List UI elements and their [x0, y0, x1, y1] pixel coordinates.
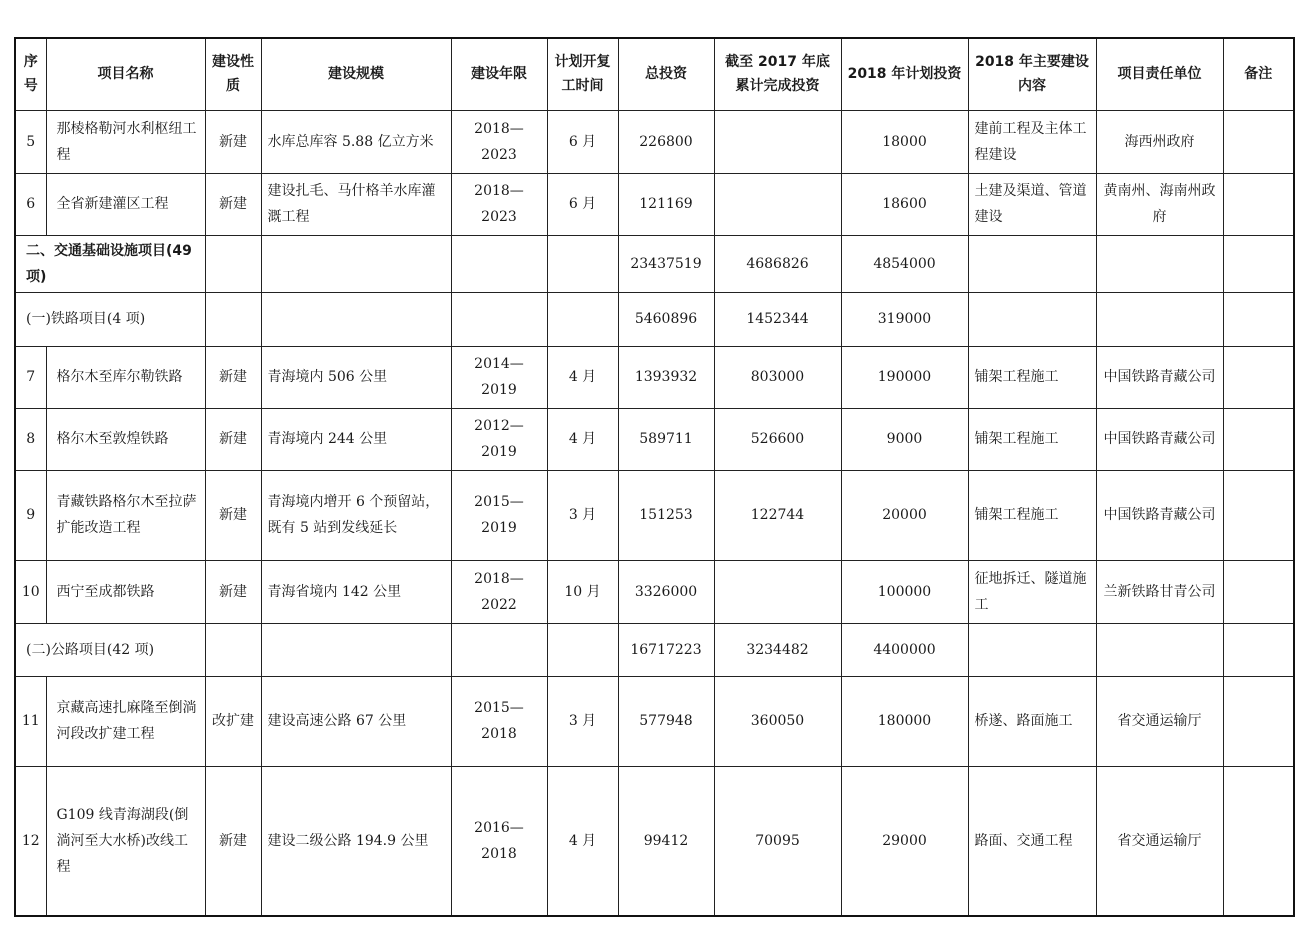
row-seq: 9 — [15, 470, 46, 560]
section-row — [15, 623, 1294, 676]
row-seq: 12 — [15, 766, 46, 916]
section-label: (一)铁路项目(4 项) — [15, 292, 205, 346]
row-plan-2018: 190000 — [841, 346, 968, 408]
row-content-2018: 路面、交通工程 — [968, 766, 1096, 916]
section-cumulative-investment: 4686826 — [714, 235, 841, 292]
header-name: 项目名称 — [46, 38, 205, 110]
header-remark: 备注 — [1223, 38, 1294, 110]
row-content-2018: 铺架工程施工 — [968, 408, 1096, 470]
row-cumulative-investment — [714, 110, 841, 173]
row-project-name: 格尔木至敦煌铁路 — [46, 408, 205, 470]
header-resume-time: 计划开复工时间 — [547, 38, 618, 110]
row-plan-2018: 20000 — [841, 470, 968, 560]
row-responsible-unit: 兰新铁路甘青公司 — [1096, 560, 1223, 623]
row-remark — [1223, 110, 1294, 173]
section-empty-cell — [451, 292, 547, 346]
row-scale: 青海境内 506 公里 — [261, 346, 451, 408]
row-nature: 新建 — [205, 470, 261, 560]
project-table-container — [14, 37, 1295, 917]
section-empty-cell — [547, 292, 618, 346]
investment-project-table — [14, 37, 1295, 917]
row-content-2018: 桥遂、路面施工 — [968, 676, 1096, 766]
row-nature: 改扩建 — [205, 676, 261, 766]
row-scale: 建设高速公路 67 公里 — [261, 676, 451, 766]
row-project-name: 青藏铁路格尔木至拉萨扩能改造工程 — [46, 470, 205, 560]
row-seq: 10 — [15, 560, 46, 623]
row-total-investment: 226800 — [618, 110, 714, 173]
row-scale: 水库总库容 5.88 亿立方米 — [261, 110, 451, 173]
row-project-name: 西宁至成都铁路 — [46, 560, 205, 623]
row-total-investment: 151253 — [618, 470, 714, 560]
row-resume-time: 3 月 — [547, 676, 618, 766]
row-seq: 8 — [15, 408, 46, 470]
table-row — [15, 676, 1294, 766]
section-total-investment: 16717223 — [618, 623, 714, 676]
row-years: 2016—2018 — [451, 766, 547, 916]
header-responsible-unit: 项目责任单位 — [1096, 38, 1223, 110]
row-resume-time: 4 月 — [547, 408, 618, 470]
row-resume-time: 6 月 — [547, 173, 618, 235]
row-scale: 青海境内增开 6 个预留站，既有 5 站到发线延长 — [261, 470, 451, 560]
section-empty-cell — [1223, 235, 1294, 292]
header-row — [15, 38, 1294, 110]
row-cumulative-investment — [714, 560, 841, 623]
section-empty-cell — [968, 292, 1096, 346]
row-nature: 新建 — [205, 173, 261, 235]
row-seq: 7 — [15, 346, 46, 408]
row-responsible-unit: 省交通运输厅 — [1096, 766, 1223, 916]
row-cumulative-investment — [714, 173, 841, 235]
table-row — [15, 470, 1294, 560]
section-empty-cell — [261, 292, 451, 346]
row-seq: 11 — [15, 676, 46, 766]
table-row — [15, 766, 1294, 916]
row-nature: 新建 — [205, 110, 261, 173]
row-project-name: 京藏高速扎麻隆至倒淌河段改扩建工程 — [46, 676, 205, 766]
row-years: 2014—2019 — [451, 346, 547, 408]
row-project-name: G109 线青海湖段(倒淌河至大水桥)改线工程 — [46, 766, 205, 916]
row-cumulative-investment: 70095 — [714, 766, 841, 916]
row-plan-2018: 180000 — [841, 676, 968, 766]
header-plan-2018: 2018 年计划投资 — [841, 38, 968, 110]
section-plan-2018: 4854000 — [841, 235, 968, 292]
row-resume-time: 6 月 — [547, 110, 618, 173]
row-project-name: 那棱格勒河水利枢纽工程 — [46, 110, 205, 173]
section-empty-cell — [1223, 292, 1294, 346]
row-years: 2018—2022 — [451, 560, 547, 623]
row-remark — [1223, 470, 1294, 560]
section-empty-cell — [451, 623, 547, 676]
section-empty-cell — [968, 623, 1096, 676]
section-label: 二、交通基础设施项目(49 项) — [15, 235, 205, 292]
row-total-investment: 3326000 — [618, 560, 714, 623]
row-resume-time: 3 月 — [547, 470, 618, 560]
row-total-investment: 589711 — [618, 408, 714, 470]
row-project-name: 全省新建灌区工程 — [46, 173, 205, 235]
row-plan-2018: 18000 — [841, 110, 968, 173]
row-cumulative-investment: 122744 — [714, 470, 841, 560]
header-cumulative-investment: 截至 2017 年底累计完成投资 — [714, 38, 841, 110]
row-content-2018: 铺架工程施工 — [968, 346, 1096, 408]
row-nature: 新建 — [205, 560, 261, 623]
row-nature: 新建 — [205, 766, 261, 916]
row-seq: 5 — [15, 110, 46, 173]
row-responsible-unit: 中国铁路青藏公司 — [1096, 408, 1223, 470]
table-row — [15, 346, 1294, 408]
section-row — [15, 235, 1294, 292]
row-total-investment: 99412 — [618, 766, 714, 916]
table-body — [15, 110, 1294, 916]
section-empty-cell — [547, 623, 618, 676]
section-empty-cell — [968, 235, 1096, 292]
row-scale: 建设扎毛、马什格羊水库灌溉工程 — [261, 173, 451, 235]
row-resume-time: 4 月 — [547, 766, 618, 916]
row-responsible-unit: 海西州政府 — [1096, 110, 1223, 173]
header-nature: 建设性质 — [205, 38, 261, 110]
row-remark — [1223, 766, 1294, 916]
table-row — [15, 173, 1294, 235]
header-years: 建设年限 — [451, 38, 547, 110]
row-scale: 青海境内 244 公里 — [261, 408, 451, 470]
row-years: 2018—2023 — [451, 173, 547, 235]
row-content-2018: 铺架工程施工 — [968, 470, 1096, 560]
section-empty-cell — [1223, 623, 1294, 676]
row-content-2018: 建前工程及主体工程建设 — [968, 110, 1096, 173]
row-years: 2012—2019 — [451, 408, 547, 470]
row-responsible-unit: 中国铁路青藏公司 — [1096, 346, 1223, 408]
row-remark — [1223, 173, 1294, 235]
row-remark — [1223, 560, 1294, 623]
header-total-investment: 总投资 — [618, 38, 714, 110]
section-plan-2018: 319000 — [841, 292, 968, 346]
section-empty-cell — [1096, 235, 1223, 292]
row-responsible-unit: 省交通运输厅 — [1096, 676, 1223, 766]
row-resume-time: 10 月 — [547, 560, 618, 623]
row-years: 2015—2019 — [451, 470, 547, 560]
row-total-investment: 121169 — [618, 173, 714, 235]
row-resume-time: 4 月 — [547, 346, 618, 408]
row-responsible-unit: 黄南州、海南州政府 — [1096, 173, 1223, 235]
row-total-investment: 1393932 — [618, 346, 714, 408]
row-nature: 新建 — [205, 408, 261, 470]
section-empty-cell — [205, 292, 261, 346]
section-empty-cell — [261, 623, 451, 676]
row-scale: 青海省境内 142 公里 — [261, 560, 451, 623]
table-row — [15, 408, 1294, 470]
section-total-investment: 23437519 — [618, 235, 714, 292]
section-empty-cell — [261, 235, 451, 292]
row-cumulative-investment: 803000 — [714, 346, 841, 408]
row-cumulative-investment: 526600 — [714, 408, 841, 470]
section-total-investment: 5460896 — [618, 292, 714, 346]
section-empty-cell — [1096, 623, 1223, 676]
row-years: 2015—2018 — [451, 676, 547, 766]
section-cumulative-investment: 3234482 — [714, 623, 841, 676]
table-row — [15, 110, 1294, 173]
header-seq: 序号 — [15, 38, 46, 110]
section-label: (二)公路项目(42 项) — [15, 623, 205, 676]
row-scale: 建设二级公路 194.9 公里 — [261, 766, 451, 916]
row-remark — [1223, 346, 1294, 408]
section-empty-cell — [205, 623, 261, 676]
row-cumulative-investment: 360050 — [714, 676, 841, 766]
section-empty-cell — [451, 235, 547, 292]
row-plan-2018: 9000 — [841, 408, 968, 470]
row-content-2018: 征地拆迁、隧道施工 — [968, 560, 1096, 623]
table-row — [15, 560, 1294, 623]
row-plan-2018: 100000 — [841, 560, 968, 623]
row-project-name: 格尔木至库尔勒铁路 — [46, 346, 205, 408]
row-seq: 6 — [15, 173, 46, 235]
section-cumulative-investment: 1452344 — [714, 292, 841, 346]
row-remark — [1223, 676, 1294, 766]
row-remark — [1223, 408, 1294, 470]
row-years: 2018—2023 — [451, 110, 547, 173]
header-scale: 建设规模 — [261, 38, 451, 110]
section-row — [15, 292, 1294, 346]
section-empty-cell — [205, 235, 261, 292]
row-nature: 新建 — [205, 346, 261, 408]
row-plan-2018: 29000 — [841, 766, 968, 916]
row-responsible-unit: 中国铁路青藏公司 — [1096, 470, 1223, 560]
section-empty-cell — [547, 235, 618, 292]
header-content-2018: 2018 年主要建设内容 — [968, 38, 1096, 110]
row-content-2018: 土建及渠道、管道建设 — [968, 173, 1096, 235]
section-empty-cell — [1096, 292, 1223, 346]
row-total-investment: 577948 — [618, 676, 714, 766]
section-plan-2018: 4400000 — [841, 623, 968, 676]
row-plan-2018: 18600 — [841, 173, 968, 235]
